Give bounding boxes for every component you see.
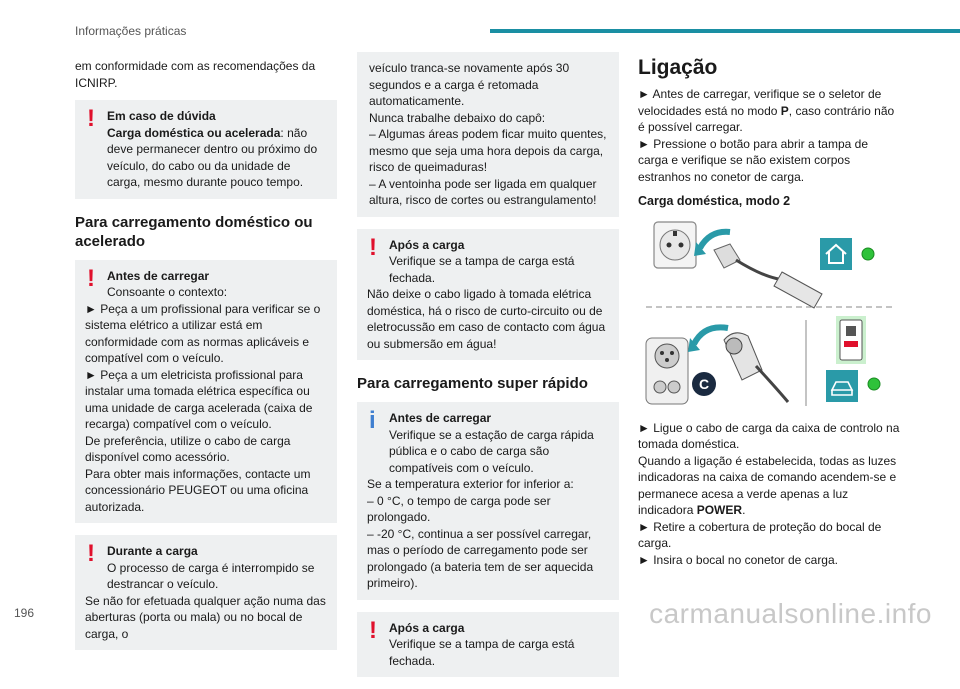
exclamation-icon: ! [87,540,95,567]
section-heading: Para carregamento doméstico ou acelerado [75,213,313,250]
info-note [357,402,619,600]
note-title: Antes de carregar [389,411,492,425]
warning-note [357,229,619,361]
warning-note [75,535,337,650]
green-indicator-icon [868,378,880,390]
exclamation-icon: ! [369,616,377,644]
exclamation-icon: ! [369,233,377,261]
exclamation-icon: ! [87,264,95,292]
note-text: Se não for efetuada qualquer ação numa das aberturas (porta ou mala) ou no bocal de carga, o [85,593,326,641]
note-title: Após a carga [389,237,465,252]
warning-note [357,612,619,678]
home-icon [820,238,852,270]
note-text: De preferência, utilize o cabo de carga disponível como acessório. [85,433,291,464]
note-text: – -20 °C, continua a ser possível carregar, mas o período de carregamento pode ser prolongado (a bateria tem de ser aquecida primeiro). [367,526,594,590]
note-text: veículo tranca-se novamente após 30 segundos e a carga é retomada automaticamente. [369,61,570,108]
paragraph: Quando a ligação é estabelecida, todas as luzes indicadoras na caixa de comando acendem-se e permanece acesa a verde apenas a luz indicadora POWER. [638,453,897,517]
paragraph: ► Insira o bocal no conetor de carga. [638,552,838,567]
page-title: Ligação [638,56,718,79]
note-text: Para obter mais informações, contacte um concessionário PEUGEOT ou uma oficina autorizada. [85,466,311,514]
section-title: Informações práticas [75,24,187,38]
page-number: 196 [14,606,35,620]
subheading: Carga doméstica, modo 2 [638,194,791,208]
paragraph: ► Antes de carregar, verifique se o seletor de velocidades está no modo P, caso contrário não é possível carregar. [638,87,895,134]
note-text: – 0 °C, o tempo de carga pode ser prolongado. [367,493,551,524]
note-text: Não deixe o cabo ligado à tomada elétrica doméstica, há o risco de curto-circuito ou de eletrocussão em caso de contacto com água ou submersão em água! [367,287,606,351]
green-indicator-icon [862,248,874,260]
info-icon: i [369,407,376,434]
note-text: O processo de carga é interrompido se destrancar o veículo. [107,560,315,591]
watermark: carmanualsonline.info [649,598,932,629]
note-text: Verifique se a estação de carga rápida pública e o cabo de carga são compatíveis com o veículo. [389,427,594,475]
paragraph: ► Retire a cobertura de proteção do bocal de carga. [638,519,882,550]
paragraph: ► Pressione o botão para abrir a tampa de carga e verifique se não existem corpos estranhos no conetor de carga. [638,136,869,184]
note-text: ► Peça a um eletricista profissional para instalar uma tomada elétrica específica ou uma unidade de carga acelerada (caixa de recarga) compatível com o veículo. [85,367,313,431]
warning-note [75,100,337,199]
control-box-icon [836,316,866,364]
charging-illustration [638,220,900,410]
paragraph: ► Ligue o cabo de carga da caixa de controlo na tomada doméstica. [638,420,900,451]
vehicle-socket-icon [646,338,688,404]
note-text: Consoante o contexto: [107,285,228,299]
note-text: Nunca trabalhe debaixo do capô: [369,110,546,125]
charging-diagram [638,220,900,410]
svg-text:C: C [699,375,710,392]
note-text: Verifique se a tampa de carga está fechada. [389,254,575,285]
intro-text: em conformidade com as recomendações da ICNIRP. [75,59,316,90]
domestic-plug-icon [714,244,822,308]
column-2 [357,52,619,689]
note-title: Durante a carga [107,544,198,558]
car-icon [826,370,858,402]
note-text: Verifique se a tampa de carga está fechada. [389,637,575,668]
warning-note [75,260,337,524]
note-text: ► Peça a um profissional para verificar se o sistema elétrico a utilizar está em conformidade com as normas aplicáveis e compatível com o veículo. [85,301,321,365]
header-accent-bar [490,29,960,33]
section-heading: Para carregamento super rápido [357,375,588,392]
warning-note-continued [357,52,619,217]
note-text: – Algumas áreas podem ficar muito quentes, mesmo que seja uma hora depois da carga, risco de queimaduras! [369,127,607,174]
domestic-socket-icon [654,222,696,268]
column-3 [638,54,900,568]
charging-connector-icon [724,332,788,401]
note-title: Em caso de dúvida [107,109,216,123]
note-text: Carga doméstica ou acelerada: não deve permanecer dentro ou próximo do veículo, do cabo ou da unidade de carga, mesmo durante pouco tempo. [107,125,318,189]
exclamation-icon: ! [87,105,95,132]
note-text: Se a temperatura exterior for inferior a: [367,477,574,491]
note-text: – A ventoinha pode ser ligada em qualquer altura, risco de cortes ou estrangulamento! [369,176,597,207]
note-title: Após a carga [389,620,465,635]
note-title: Antes de carregar [107,268,210,283]
column-1 [75,58,337,662]
